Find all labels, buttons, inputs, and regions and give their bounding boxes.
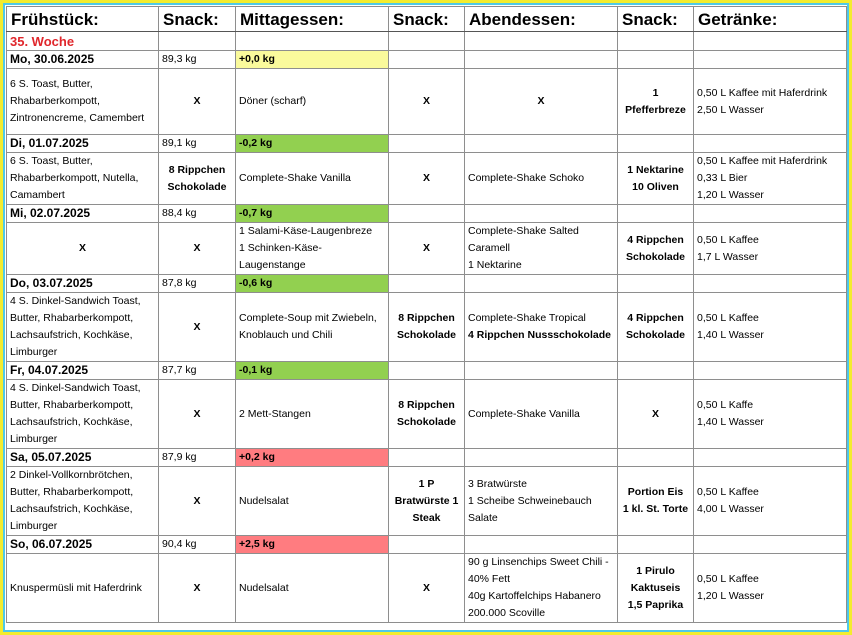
drinks-cell-line: 2,50 L Wasser xyxy=(697,103,764,116)
snack-3-cell[interactable] xyxy=(618,467,694,536)
empty-cell[interactable] xyxy=(694,275,847,293)
snack-1-cell-line: X xyxy=(193,242,201,254)
snack-3-cell[interactable] xyxy=(618,293,694,362)
snack-2-cell-line: X xyxy=(422,581,430,594)
lunch-cell[interactable] xyxy=(236,153,389,205)
lunch-cell-line: Laugenstange xyxy=(239,259,306,271)
drinks-cell[interactable] xyxy=(694,467,847,536)
empty-cell[interactable] xyxy=(618,205,694,223)
header-snack-1: Snack: xyxy=(159,7,236,32)
empty-cell[interactable] xyxy=(465,32,618,51)
breakfast-cell-line: Limburger xyxy=(10,433,58,445)
header-drinks: Getränke: xyxy=(694,7,847,32)
dinner-cell[interactable] xyxy=(465,467,618,536)
snack-3-cell-line: Schokolade xyxy=(626,329,685,341)
weight-change-cell[interactable]: +2,5 kg xyxy=(236,536,389,554)
breakfast-cell-line: Camambert xyxy=(10,189,65,201)
breakfast-cell-line: Limburger xyxy=(10,520,58,532)
drinks-cell-line: 0,50 L Kaffee mit Haferdrink xyxy=(697,86,828,99)
weight-change-cell[interactable]: -0,1 kg xyxy=(236,362,389,380)
lunch-cell-line: 1 Schinken-Käse- xyxy=(239,242,322,254)
drinks-cell[interactable] xyxy=(694,153,847,205)
date-cell[interactable]: Fr, 04.07.2025 xyxy=(7,362,159,380)
snack-3-cell[interactable] xyxy=(618,554,694,623)
empty-cell[interactable] xyxy=(465,205,618,223)
drinks-cell-line: 1,20 L Wasser xyxy=(697,189,764,201)
snack-3-cell-line: 1 Pfefferbreze xyxy=(625,86,686,116)
dinner-cell-line: Caramell xyxy=(468,242,511,254)
weight-change-cell[interactable]: +0,0 kg xyxy=(236,51,389,69)
snack-3-cell[interactable] xyxy=(618,153,694,205)
header-snack-2: Snack: xyxy=(389,7,465,32)
drinks-cell-line: 0,50 L Kaffee xyxy=(697,233,759,246)
breakfast-cell-line: Butter, Rhabarberkompott, xyxy=(10,399,134,411)
dinner-cell-line: 1 Nektarine xyxy=(468,259,522,271)
empty-cell[interactable] xyxy=(465,449,618,467)
snack-2-cell[interactable] xyxy=(389,380,465,449)
empty-cell[interactable] xyxy=(694,536,847,554)
date-row xyxy=(7,205,847,223)
dinner-cell-line: Complete-Shake Salted xyxy=(468,225,579,237)
lunch-cell[interactable] xyxy=(236,293,389,362)
dinner-cell[interactable] xyxy=(465,69,618,135)
snack-1-cell-line: X xyxy=(193,581,201,594)
date-cell[interactable]: Do, 03.07.2025 xyxy=(7,275,159,293)
lunch-cell-line: 2 Mett-Stangen xyxy=(239,407,311,420)
date-row xyxy=(7,449,847,467)
breakfast-cell[interactable] xyxy=(7,380,159,449)
empty-cell[interactable] xyxy=(465,362,618,380)
drinks-cell-line: 1,7 L Wasser xyxy=(697,250,759,263)
empty-cell[interactable] xyxy=(465,135,618,153)
dinner-cell[interactable] xyxy=(465,223,618,275)
lunch-cell-line: Complete-Soup mit Zwiebeln, xyxy=(239,312,377,324)
weight-cell[interactable]: 87,9 kg xyxy=(159,449,236,467)
snack-3-cell-line: Portion Eis xyxy=(627,486,684,498)
snack-1-cell[interactable] xyxy=(159,467,236,536)
dinner-cell[interactable] xyxy=(465,153,618,205)
header-lunch: Mittagessen: xyxy=(236,7,389,32)
breakfast-cell-line: X xyxy=(78,242,86,254)
date-row xyxy=(7,536,847,554)
lunch-cell[interactable] xyxy=(236,69,389,135)
header-snack-3: Snack: xyxy=(618,7,694,32)
breakfast-cell-line: 6 S. Toast, Butter, xyxy=(10,78,93,90)
drinks-cell[interactable] xyxy=(694,293,847,362)
meal-log-table xyxy=(6,6,847,623)
snack-1-cell[interactable] xyxy=(159,380,236,449)
snack-2-cell-line: 8 Rippchen xyxy=(398,399,455,411)
dinner-cell-line: 40% Fett xyxy=(468,573,511,585)
breakfast-cell-line: Rhabarberkompott, Nutella, xyxy=(10,172,139,184)
empty-cell[interactable] xyxy=(694,135,847,153)
empty-cell[interactable] xyxy=(694,205,847,223)
snack-2-cell-line: Bratwürste 1 xyxy=(394,494,459,507)
week-row xyxy=(7,32,847,51)
weight-change-cell[interactable]: -0,6 kg xyxy=(236,275,389,293)
snack-2-cell-line: X xyxy=(422,242,430,254)
drinks-cell-line: 4,00 L Wasser xyxy=(697,503,764,515)
snack-2-cell-line: Schokolade xyxy=(397,416,456,428)
snack-2-cell[interactable] xyxy=(389,223,465,275)
dinner-cell[interactable] xyxy=(465,554,618,623)
lunch-cell-line: Nudelsalat xyxy=(239,494,289,507)
dinner-cell-line: 90 g Linsenchips Sweet Chili - xyxy=(468,556,609,568)
breakfast-cell[interactable] xyxy=(7,69,159,135)
entry-row xyxy=(7,153,847,205)
snack-1-cell-line: X xyxy=(193,95,201,107)
snack-2-cell-line: Steak xyxy=(412,511,441,524)
empty-cell[interactable] xyxy=(694,32,847,51)
lunch-cell-line: 1 Salami-Käse-Laugenbreze xyxy=(239,225,373,237)
lunch-cell[interactable] xyxy=(236,554,389,623)
drinks-cell-line: 0,50 L Kaffe xyxy=(697,399,754,411)
empty-cell[interactable] xyxy=(465,536,618,554)
dinner-cell-line: Complete-Shake Schoko xyxy=(468,172,585,184)
breakfast-cell-line: 4 S. Dinkel-Sandwich Toast, xyxy=(10,295,141,307)
empty-cell[interactable] xyxy=(694,362,847,380)
entry-row xyxy=(7,69,847,135)
snack-3-cell[interactable] xyxy=(618,380,694,449)
empty-cell[interactable] xyxy=(389,51,465,69)
empty-cell[interactable] xyxy=(236,32,389,51)
header-row xyxy=(7,7,847,32)
breakfast-cell-line: Lachsaufstrich, Kochkäse, xyxy=(10,329,133,341)
dinner-cell-line: 3 Bratwürste xyxy=(468,477,527,490)
dinner-cell[interactable] xyxy=(465,293,618,362)
dinner-cell-line: Salate xyxy=(468,511,498,524)
drinks-cell[interactable] xyxy=(694,554,847,623)
snack-3-cell-line: 10 Oliven xyxy=(632,180,679,193)
snack-2-cell-line: 1 P xyxy=(418,477,435,490)
drinks-cell-line: 1,40 L Wasser xyxy=(697,329,764,341)
snack-3-cell-line: X xyxy=(651,407,659,420)
empty-cell[interactable] xyxy=(159,32,236,51)
weight-cell[interactable]: 87,7 kg xyxy=(159,362,236,380)
lunch-cell-line: Complete-Shake Vanilla xyxy=(239,172,351,184)
snack-1-cell-line: Schokolade xyxy=(167,180,227,193)
snack-1-cell-line: X xyxy=(193,407,201,420)
weight-change-cell[interactable]: +0,2 kg xyxy=(236,449,389,467)
empty-cell[interactable] xyxy=(694,449,847,467)
date-cell[interactable]: Sa, 05.07.2025 xyxy=(7,449,159,467)
drinks-cell[interactable] xyxy=(694,69,847,135)
dinner-cell-line: Complete-Shake Vanilla xyxy=(468,407,580,420)
drinks-cell-line: 0,50 L Kaffee xyxy=(697,312,759,324)
snack-1-cell-line: 8 Rippchen xyxy=(168,163,226,176)
lunch-cell-line: Knoblauch und Chili xyxy=(239,329,333,341)
breakfast-cell-line: Butter, Rhabarberkompott, xyxy=(10,486,134,498)
entry-row xyxy=(7,293,847,362)
breakfast-cell[interactable] xyxy=(7,293,159,362)
snack-2-cell-line: 8 Rippchen xyxy=(398,312,455,324)
entry-row xyxy=(7,380,847,449)
empty-cell[interactable] xyxy=(618,32,694,51)
snack-3-cell-line: Kaktuseis xyxy=(630,581,681,594)
snack-2-cell[interactable] xyxy=(389,467,465,536)
snack-3-cell[interactable] xyxy=(618,69,694,135)
breakfast-cell-line: Zintronencreme, Camembert xyxy=(10,112,145,124)
snack-3-cell-line: Schokolade xyxy=(626,250,685,263)
entry-row xyxy=(7,554,847,623)
dinner-cell-line: 4 Rippchen Nussschokolade xyxy=(468,329,611,341)
empty-cell[interactable] xyxy=(618,275,694,293)
weight-cell[interactable]: 87,8 kg xyxy=(159,275,236,293)
empty-cell[interactable] xyxy=(618,51,694,69)
breakfast-cell-line: 2 Dinkel-Vollkornbrötchen, xyxy=(10,469,133,481)
entry-row xyxy=(7,223,847,275)
dinner-cell-line: Complete-Shake Tropical xyxy=(468,312,586,324)
breakfast-cell[interactable] xyxy=(7,554,159,623)
date-cell[interactable]: Di, 01.07.2025 xyxy=(7,135,159,153)
snack-3-cell[interactable] xyxy=(618,223,694,275)
dinner-cell-line: X xyxy=(537,95,545,107)
empty-cell[interactable] xyxy=(618,449,694,467)
snack-2-cell[interactable] xyxy=(389,153,465,205)
empty-cell[interactable] xyxy=(465,51,618,69)
breakfast-cell[interactable] xyxy=(7,223,159,275)
breakfast-cell-line: Limburger xyxy=(10,346,58,358)
weight-cell[interactable]: 89,3 kg xyxy=(159,51,236,69)
weight-cell[interactable]: 88,4 kg xyxy=(159,205,236,223)
drinks-cell-line: 1,20 L Wasser xyxy=(697,590,764,602)
dinner-cell-line: 1 Scheibe Schweinebauch xyxy=(468,494,592,507)
drinks-cell-line: 0,50 L Kaffee mit Haferdrink xyxy=(697,155,828,167)
snack-1-cell[interactable] xyxy=(159,223,236,275)
empty-cell[interactable] xyxy=(389,32,465,51)
date-row xyxy=(7,135,847,153)
empty-cell[interactable] xyxy=(694,51,847,69)
empty-cell[interactable] xyxy=(465,275,618,293)
drinks-cell-line: 1,40 L Wasser xyxy=(697,416,764,428)
weight-change-cell[interactable]: -0,2 kg xyxy=(236,135,389,153)
lunch-cell[interactable] xyxy=(236,223,389,275)
snack-2-cell-line: Schokolade xyxy=(397,329,456,341)
snack-3-cell-line: 4 Rippchen xyxy=(627,233,684,246)
lunch-cell[interactable] xyxy=(236,467,389,536)
empty-cell[interactable] xyxy=(618,362,694,380)
week-label[interactable]: 35. Woche xyxy=(7,32,159,51)
drinks-cell-line: 0,50 L Kaffee xyxy=(697,573,759,585)
drinks-cell[interactable] xyxy=(694,223,847,275)
empty-cell[interactable] xyxy=(618,135,694,153)
date-row xyxy=(7,362,847,380)
breakfast-cell-line: Lachsaufstrich, Kochkäse, xyxy=(10,416,133,428)
breakfast-cell[interactable] xyxy=(7,153,159,205)
snack-1-cell[interactable] xyxy=(159,69,236,135)
date-cell[interactable]: Mo, 30.06.2025 xyxy=(7,51,159,69)
snack-3-cell-line: 1,5 Paprika xyxy=(627,598,684,611)
breakfast-cell-line: Butter, Rhabarberkompott, xyxy=(10,312,134,324)
date-cell[interactable]: Mi, 02.07.2025 xyxy=(7,205,159,223)
empty-cell[interactable] xyxy=(389,362,465,380)
snack-2-cell[interactable] xyxy=(389,554,465,623)
breakfast-cell-line: Knuspermüsli mit Haferdrink xyxy=(10,581,142,594)
snack-2-cell[interactable] xyxy=(389,293,465,362)
header-dinner: Abendessen: xyxy=(465,7,618,32)
breakfast-cell-line: 4 S. Dinkel-Sandwich Toast, xyxy=(10,382,141,394)
lunch-cell-line: Nudelsalat xyxy=(239,581,289,594)
drinks-cell-line: 0,50 L Kaffee xyxy=(697,486,759,498)
breakfast-cell-line: Lachsaufstrich, Kochkäse, xyxy=(10,503,133,515)
empty-cell[interactable] xyxy=(389,275,465,293)
snack-3-cell-line: 1 kl. St. Torte xyxy=(622,503,689,515)
lunch-cell[interactable] xyxy=(236,380,389,449)
weight-cell[interactable]: 89,1 kg xyxy=(159,135,236,153)
weight-cell[interactable]: 90,4 kg xyxy=(159,536,236,554)
snack-1-cell[interactable] xyxy=(159,554,236,623)
empty-cell[interactable] xyxy=(389,449,465,467)
date-cell[interactable]: So, 06.07.2025 xyxy=(7,536,159,554)
drinks-cell[interactable] xyxy=(694,380,847,449)
date-row xyxy=(7,275,847,293)
dinner-cell-line: 200.000 Scoville xyxy=(468,607,546,619)
lunch-cell-line: Döner (scharf) xyxy=(239,95,307,107)
dinner-cell-line: 40g Kartoffelchips Habanero xyxy=(468,590,601,602)
empty-cell[interactable] xyxy=(389,135,465,153)
empty-cell[interactable] xyxy=(389,205,465,223)
drinks-cell-line: 0,33 L Bier xyxy=(697,172,748,184)
snack-2-cell-line: X xyxy=(422,172,430,184)
breakfast-cell-line: Rhabarberkompott, xyxy=(10,95,100,107)
breakfast-cell-line: 6 S. Toast, Butter, xyxy=(10,155,93,167)
snack-1-cell-line: X xyxy=(193,320,201,333)
snack-1-cell[interactable] xyxy=(159,153,236,205)
snack-3-cell-line: 1 Nektarine xyxy=(627,163,684,176)
weight-change-cell[interactable]: -0,7 kg xyxy=(236,205,389,223)
entry-row xyxy=(7,467,847,536)
snack-3-cell-line: 4 Rippchen xyxy=(627,312,684,324)
breakfast-cell[interactable] xyxy=(7,467,159,536)
snack-2-cell-line: X xyxy=(422,95,430,107)
empty-cell[interactable] xyxy=(389,536,465,554)
header-breakfast: Frühstück: xyxy=(7,7,159,32)
snack-2-cell[interactable] xyxy=(389,69,465,135)
snack-3-cell-line: 1 Pirulo xyxy=(636,564,675,577)
empty-cell[interactable] xyxy=(618,536,694,554)
date-row xyxy=(7,51,847,69)
snack-1-cell-line: X xyxy=(193,494,201,507)
dinner-cell[interactable] xyxy=(465,380,618,449)
snack-1-cell[interactable] xyxy=(159,293,236,362)
